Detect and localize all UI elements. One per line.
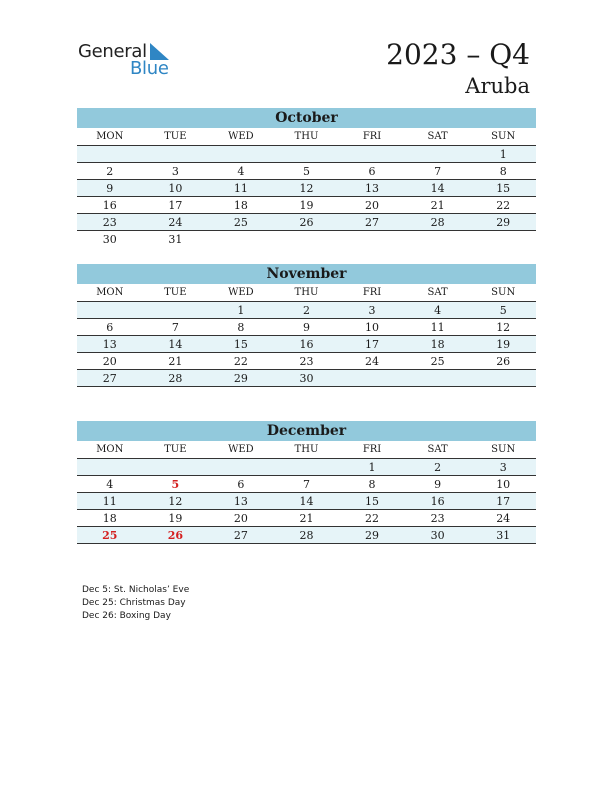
- day-cell: 26: [274, 214, 340, 231]
- day-cell: 16: [274, 336, 340, 353]
- day-cell: 20: [77, 353, 143, 370]
- day-cell: 6: [77, 319, 143, 336]
- weekday-label: SAT: [405, 441, 471, 459]
- day-cell: [77, 302, 143, 319]
- week-row: [77, 180, 536, 197]
- day-cell: 25: [208, 214, 274, 231]
- day-cell: 28: [143, 370, 209, 387]
- day-cell: 24: [339, 353, 405, 370]
- day-cell: 2: [77, 163, 143, 180]
- day-cell: 10: [339, 319, 405, 336]
- day-cell: 13: [208, 493, 274, 510]
- calendar-grid: [77, 284, 536, 387]
- week-row: [77, 302, 536, 319]
- day-cell: 28: [274, 527, 340, 544]
- day-cell: 9: [274, 319, 340, 336]
- day-cell: 21: [405, 197, 471, 214]
- day-cell: 18: [405, 336, 471, 353]
- day-cell: 7: [405, 163, 471, 180]
- day-cell: [470, 370, 536, 387]
- week-row: [77, 459, 536, 476]
- day-cell: 26: [470, 353, 536, 370]
- weekday-label: MON: [77, 128, 143, 146]
- weekday-label: MON: [77, 284, 143, 302]
- weekday-label: MON: [77, 441, 143, 459]
- day-cell: 15: [470, 180, 536, 197]
- day-cell: 8: [208, 319, 274, 336]
- day-cell: 17: [143, 197, 209, 214]
- day-cell: 20: [208, 510, 274, 527]
- week-row: [77, 493, 536, 510]
- day-cell: 17: [339, 336, 405, 353]
- day-cell: 23: [77, 214, 143, 231]
- month-title: December: [77, 421, 536, 441]
- day-cell: [470, 231, 536, 248]
- day-cell: 15: [339, 493, 405, 510]
- day-cell: 14: [274, 493, 340, 510]
- day-cell: 10: [470, 476, 536, 493]
- day-cell: 21: [143, 353, 209, 370]
- day-cell: [208, 231, 274, 248]
- day-cell: [405, 146, 471, 163]
- day-cell: 27: [339, 214, 405, 231]
- day-cell: 29: [470, 214, 536, 231]
- day-cell: [77, 459, 143, 476]
- day-cell: 23: [405, 510, 471, 527]
- day-cell: 9: [405, 476, 471, 493]
- day-cell: 5: [470, 302, 536, 319]
- week-row: [77, 163, 536, 180]
- day-cell: 22: [339, 510, 405, 527]
- day-cell: 19: [470, 336, 536, 353]
- day-cell: 8: [470, 163, 536, 180]
- day-cell: 19: [274, 197, 340, 214]
- calendar-grid: [77, 441, 536, 544]
- weekday-label: SUN: [470, 284, 536, 302]
- weekday-label: FRI: [339, 128, 405, 146]
- week-row: [77, 370, 536, 387]
- day-cell: [405, 231, 471, 248]
- day-cell: 19: [143, 510, 209, 527]
- day-cell: 3: [143, 163, 209, 180]
- day-cell: [77, 146, 143, 163]
- day-cell: [339, 231, 405, 248]
- day-cell: 6: [339, 163, 405, 180]
- day-cell: 16: [405, 493, 471, 510]
- day-cell: 18: [208, 197, 274, 214]
- day-cell: 2: [274, 302, 340, 319]
- month-title: November: [77, 264, 536, 284]
- day-cell: 12: [470, 319, 536, 336]
- holiday-note: Dec 26: Boxing Day: [82, 611, 171, 621]
- logo-text-blue: Blue: [130, 58, 169, 79]
- day-cell: [143, 459, 209, 476]
- day-cell: 7: [143, 319, 209, 336]
- weekday-label: SAT: [405, 284, 471, 302]
- day-cell: 30: [405, 527, 471, 544]
- day-cell: 22: [470, 197, 536, 214]
- day-cell: 9: [77, 180, 143, 197]
- day-cell: 23: [274, 353, 340, 370]
- day-cell: 5: [274, 163, 340, 180]
- day-cell: 14: [143, 336, 209, 353]
- weekday-label: WED: [208, 284, 274, 302]
- day-cell: 31: [168, 232, 183, 246]
- weekday-label: TUE: [143, 128, 209, 146]
- weekday-label: WED: [208, 128, 274, 146]
- day-cell: 4: [405, 302, 471, 319]
- day-cell: 10: [143, 180, 209, 197]
- day-cell: 6: [208, 476, 274, 493]
- day-cell: 27: [208, 527, 274, 544]
- day-cell: [274, 231, 340, 248]
- day-cell: 3: [339, 302, 405, 319]
- day-cell: 31: [470, 527, 536, 544]
- day-cell: 11: [405, 319, 471, 336]
- weekday-label: TUE: [143, 441, 209, 459]
- day-cell: 16: [77, 197, 143, 214]
- day-cell: 26: [143, 527, 209, 544]
- calendar-grid: [77, 128, 536, 247]
- day-cell: 3: [470, 459, 536, 476]
- day-cell: 29: [208, 370, 274, 387]
- month-title: October: [77, 108, 536, 128]
- day-cell: 1: [470, 146, 536, 163]
- day-cell: [208, 146, 274, 163]
- day-cell: 22: [208, 353, 274, 370]
- day-cell: 27: [77, 370, 143, 387]
- logo: [78, 41, 188, 81]
- week-row: [77, 336, 536, 353]
- day-cell: [208, 459, 274, 476]
- week-row: [77, 146, 536, 163]
- day-cell: 11: [77, 493, 143, 510]
- day-cell: 18: [77, 510, 143, 527]
- day-cell: 30: [102, 232, 117, 246]
- day-cell: 21: [274, 510, 340, 527]
- day-cell: 25: [77, 527, 143, 544]
- page-title: 2023 – Q4: [386, 38, 530, 71]
- day-cell: [339, 146, 405, 163]
- day-cell: 7: [274, 476, 340, 493]
- day-cell: 5: [143, 476, 209, 493]
- day-cell: 13: [77, 336, 143, 353]
- day-cell: 24: [470, 510, 536, 527]
- week-row: [77, 527, 536, 544]
- day-cell: [405, 370, 471, 387]
- day-cell: 13: [339, 180, 405, 197]
- day-cell: [143, 302, 209, 319]
- day-cell: 15: [208, 336, 274, 353]
- week-row: [77, 231, 536, 248]
- month-december: [77, 421, 536, 544]
- day-cell: 12: [143, 493, 209, 510]
- weekday-label: FRI: [339, 284, 405, 302]
- weekday-label: TUE: [143, 284, 209, 302]
- month-november: [77, 264, 536, 387]
- country-name: Aruba: [465, 74, 530, 98]
- week-row: [77, 214, 536, 231]
- week-row: [77, 319, 536, 336]
- day-cell: 29: [339, 527, 405, 544]
- day-cell: 4: [208, 163, 274, 180]
- day-cell: 1: [339, 459, 405, 476]
- day-cell: 1: [208, 302, 274, 319]
- week-row: [77, 510, 536, 527]
- day-cell: [143, 146, 209, 163]
- weekday-label: THU: [274, 128, 340, 146]
- day-cell: 4: [77, 476, 143, 493]
- day-cell: 20: [339, 197, 405, 214]
- day-cell: 28: [405, 214, 471, 231]
- week-row: [77, 353, 536, 370]
- day-cell: 25: [405, 353, 471, 370]
- day-cell: 17: [470, 493, 536, 510]
- weekday-label: FRI: [339, 441, 405, 459]
- day-cell: 2: [405, 459, 471, 476]
- holiday-note: Dec 5: St. Nicholas’ Eve: [82, 585, 190, 595]
- weekday-label: THU: [274, 441, 340, 459]
- day-cell: 14: [405, 180, 471, 197]
- day-cell: [339, 370, 405, 387]
- logo-text-general: General: [78, 41, 147, 62]
- weekday-label: THU: [274, 284, 340, 302]
- day-cell: [274, 459, 340, 476]
- week-row: [77, 476, 536, 493]
- weekday-label: WED: [208, 441, 274, 459]
- weekday-label: SAT: [405, 128, 471, 146]
- weekday-label: SUN: [470, 128, 536, 146]
- week-row: [77, 197, 536, 214]
- day-cell: 12: [274, 180, 340, 197]
- holiday-notes: [82, 584, 189, 623]
- month-october: [77, 108, 536, 247]
- day-cell: 24: [143, 214, 209, 231]
- holiday-note: Dec 25: Christmas Day: [82, 598, 186, 608]
- day-cell: 8: [339, 476, 405, 493]
- day-cell: 11: [208, 180, 274, 197]
- day-cell: 30: [274, 370, 340, 387]
- day-cell: [274, 146, 340, 163]
- weekday-label: SUN: [470, 441, 536, 459]
